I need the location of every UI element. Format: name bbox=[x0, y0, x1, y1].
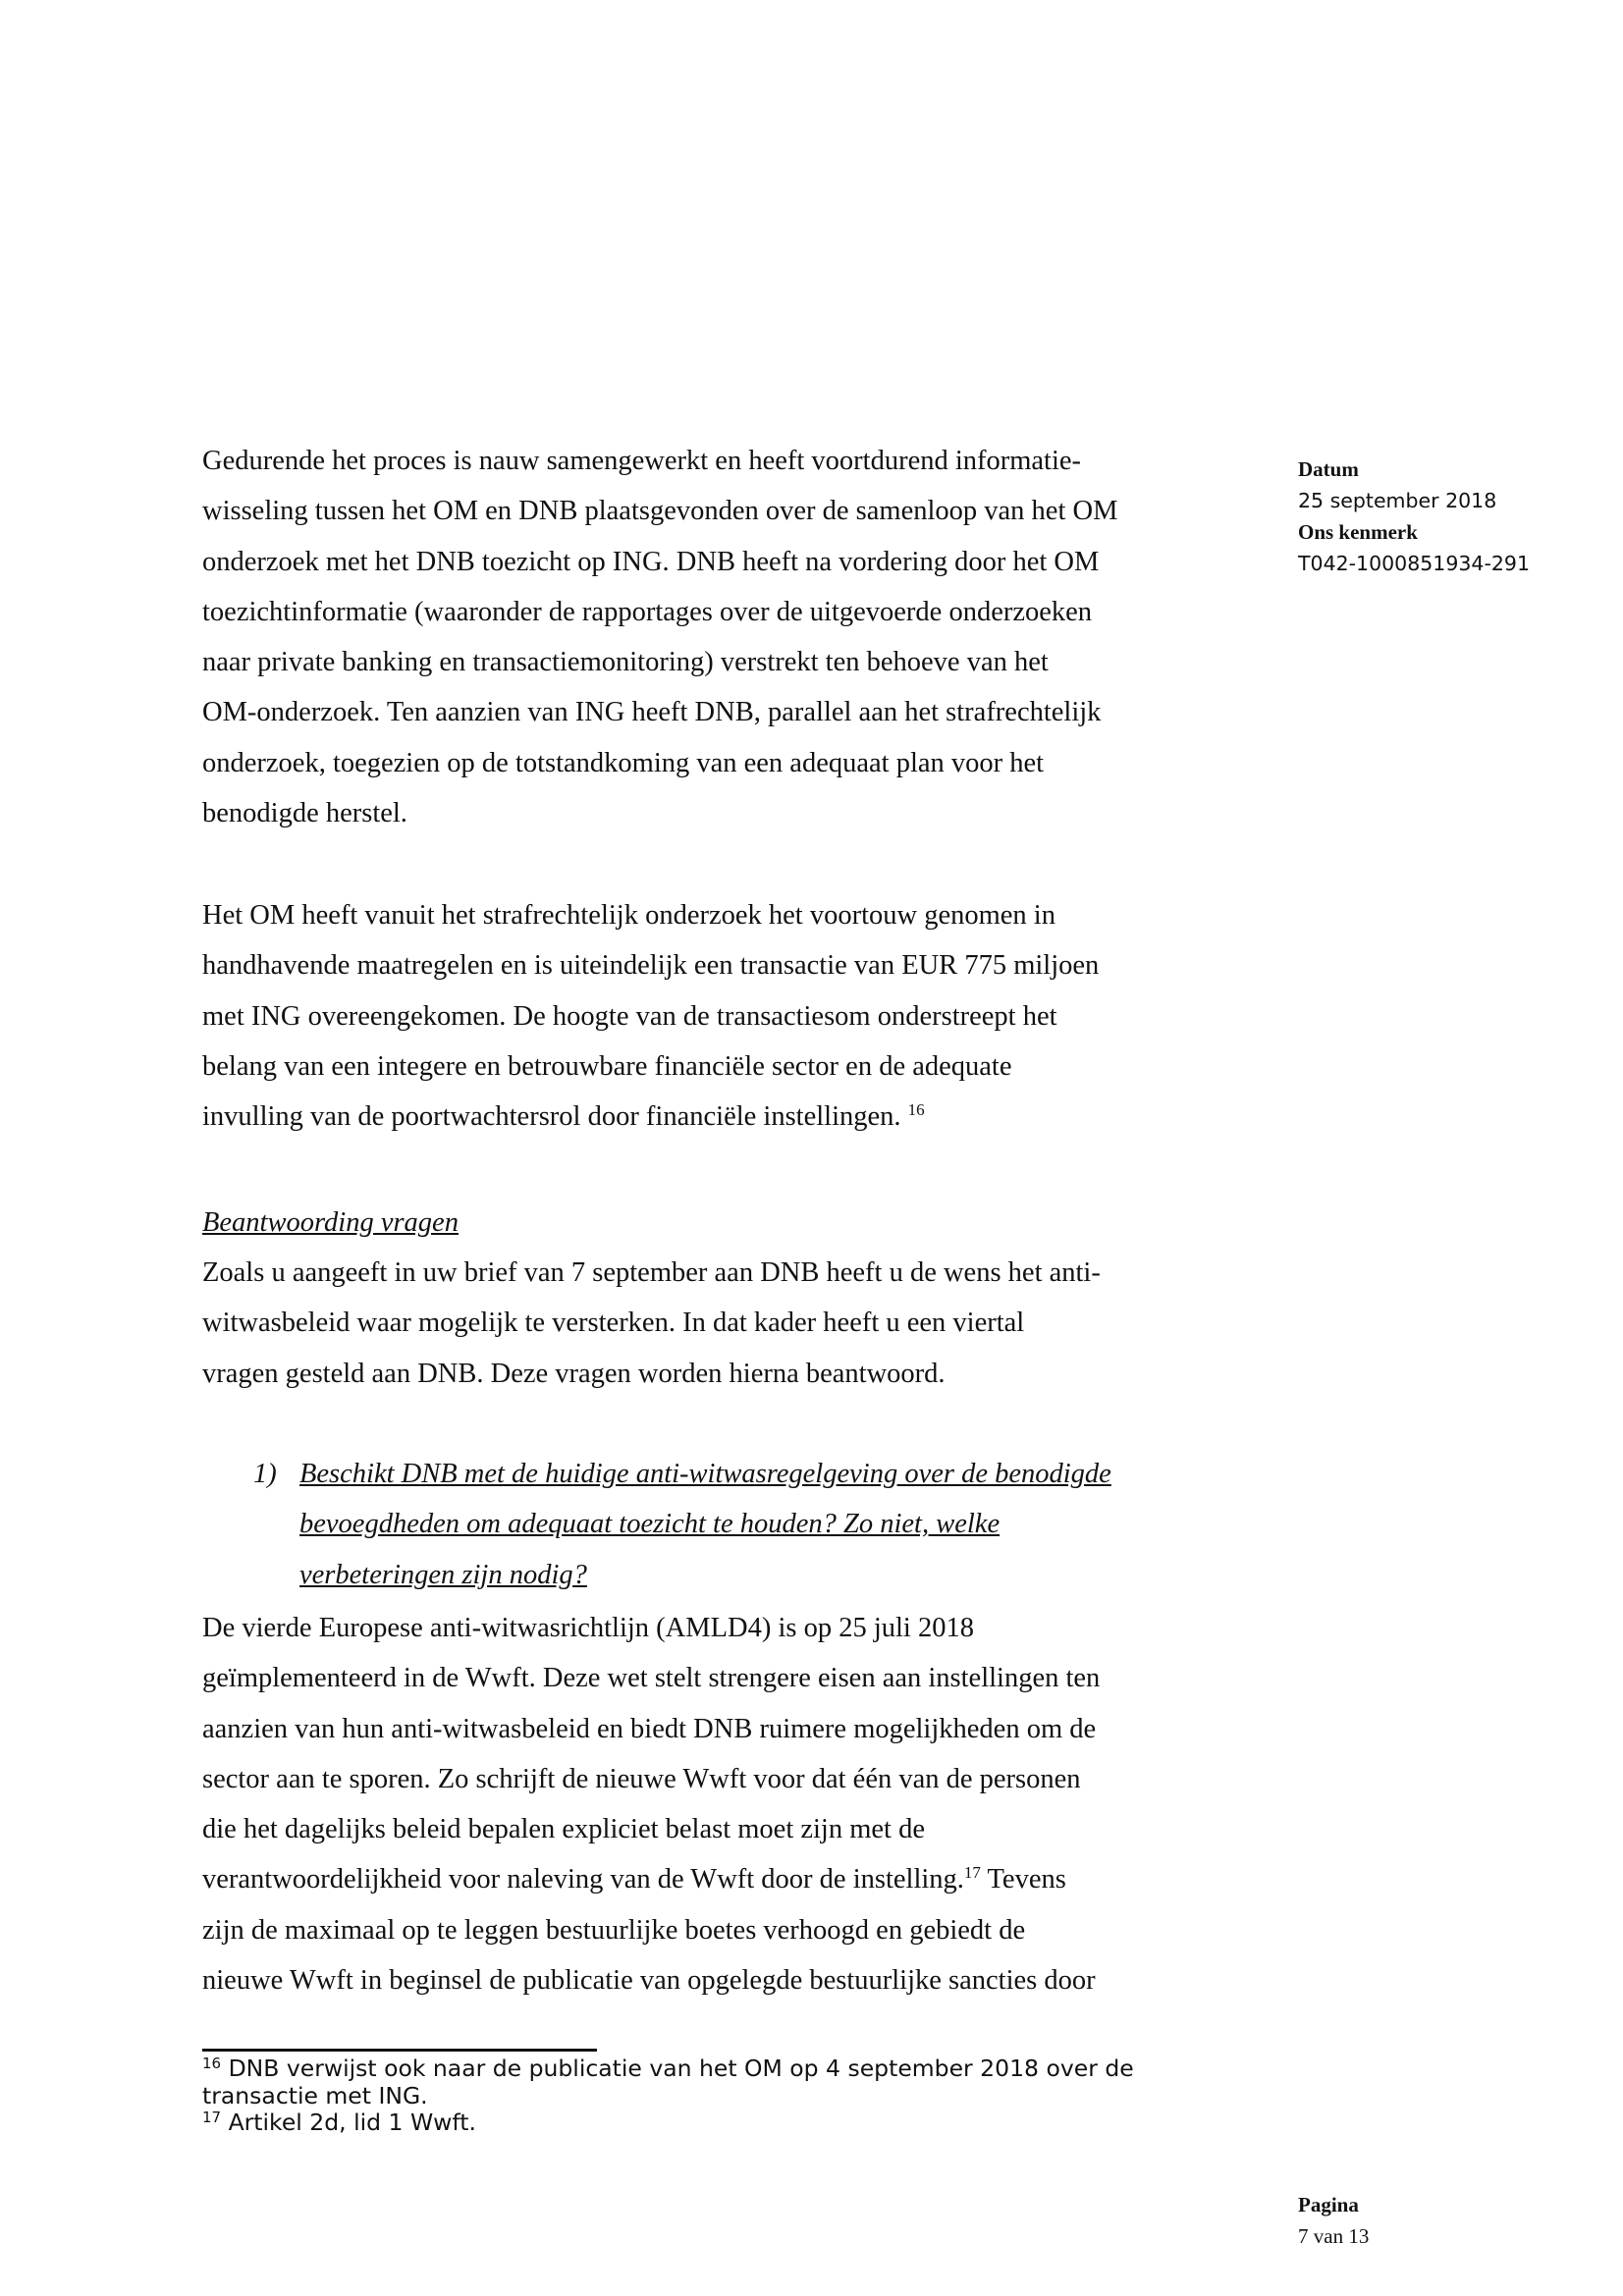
footnote-separator bbox=[202, 2049, 597, 2052]
reference-label: Ons kenmerk bbox=[1298, 520, 1418, 544]
text-fragment: invulling van de poortwachtersrol door financiële instellingen. bbox=[202, 1101, 901, 1133]
text-line: onderzoek, toegezien op de totstandkoming van een adequaat plan voor het bbox=[202, 747, 1045, 778]
text-line: belang van een integere en betrouwbare financiële sector en de adequate bbox=[202, 1050, 1012, 1082]
section-heading: Beantwoording vragen bbox=[202, 1207, 459, 1238]
text-line: bevoegdheden om adequaat toezicht te houden? Zo niet, welke bbox=[299, 1509, 1001, 1540]
text-fragment: verantwoordelijkheid voor naleving van de Wwft door de instelling. bbox=[202, 1864, 964, 1896]
text-line: benodigde herstel. bbox=[202, 798, 407, 829]
footnote-16 bbox=[202, 2056, 1134, 2083]
paragraph-settlement bbox=[202, 890, 1099, 1142]
text-line: handhavende maatregelen en is uiteindelijk een transactie van EUR 775 miljoen bbox=[202, 950, 1100, 982]
text-line bbox=[202, 1854, 1100, 1904]
text-line: met ING overeengekomen. De hoogte van de transactiesom onderstreept het bbox=[202, 1000, 1057, 1032]
text-line: aanzien van hun anti-witwasbeleid en biedt DNB ruimere mogelijkheden om de bbox=[202, 1713, 1097, 1744]
document-meta bbox=[1298, 454, 1530, 579]
paragraph-amld4 bbox=[202, 1603, 1100, 2005]
footnote-number: 16 bbox=[202, 2055, 222, 2072]
footnote-text: DNB verwijst ook naar de publicatie van het OM op 4 september 2018 over de bbox=[221, 2055, 1134, 2082]
text-line: Beschikt DNB met de huidige anti-witwasregelgeving over de benodigde bbox=[299, 1459, 1111, 1489]
text-fragment: Tevens bbox=[980, 1864, 1066, 1896]
text-line: onderzoek met het DNB toezicht op ING. DNB heeft na vordering door het OM bbox=[202, 546, 1100, 577]
paragraph-process bbox=[202, 436, 1117, 838]
footnote-16-continuation: transactie met ING. bbox=[202, 2081, 428, 2109]
text-line: nieuwe Wwft in beginsel de publicatie van opgelegde bestuurlijke sancties door bbox=[202, 1965, 1096, 1997]
text-line: Gedurende het proces is nauw samengewerkt en heeft voortdurend informatie- bbox=[202, 446, 1082, 476]
text-line: die het dagelijks beleid bepalen expliciet belast moet zijn met de bbox=[202, 1814, 925, 1845]
footnote-text: Artikel 2d, lid 1 Wwft. bbox=[221, 2109, 476, 2136]
reference-value: T042-1000851934-291 bbox=[1298, 552, 1531, 575]
text-line: verbeteringen zijn nodig? bbox=[299, 1559, 587, 1590]
text-line: toezichtinformatie (waaronder de rapportages over de uitgevoerde onderzoeken bbox=[202, 596, 1093, 627]
text-line: vragen gesteld aan DNB. Deze vragen worden hierna beantwoord. bbox=[202, 1358, 946, 1389]
date-label: Datum bbox=[1298, 457, 1359, 481]
footnote-reference: 16 bbox=[907, 1100, 925, 1120]
text-line: OM-onderzoek. Ten aanzien van ING heeft DNB, parallel aan het strafrechtelijk bbox=[202, 697, 1102, 728]
paragraph-intro-questions bbox=[202, 1248, 1101, 1399]
page-label: Pagina bbox=[1298, 2193, 1359, 2216]
text-line: wisseling tussen het OM en DNB plaatsgevonden over de samenloop van het OM bbox=[202, 496, 1118, 527]
text-line bbox=[202, 1092, 1099, 1142]
page-number: 7 van 13 bbox=[1298, 2224, 1370, 2248]
text-line: sector aan te sporen. Zo schrijft de nieuwe Wwft voor dat één van de personen bbox=[202, 1763, 1081, 1794]
text-line: Zoals u aangeeft in uw brief van 7 september aan DNB heeft u de wens het anti- bbox=[202, 1257, 1101, 1288]
date-value: 25 september 2018 bbox=[1298, 489, 1497, 512]
text-line: naar private banking en transactiemonitoring) verstrekt ten behoeve van het bbox=[202, 647, 1049, 678]
text-line: zijn de maximaal op te leggen bestuurlijke boetes verhoogd en gebiedt de bbox=[202, 1914, 1026, 1946]
footnote-17 bbox=[202, 2109, 1134, 2137]
text-line: witwasbeleid waar mogelijk te versterken. In dat kader heeft u een viertal bbox=[202, 1308, 1025, 1339]
page-indicator bbox=[1298, 2189, 1369, 2252]
text-line: geïmplementeerd in de Wwft. Deze wet stelt strengere eisen aan instellingen ten bbox=[202, 1663, 1101, 1694]
footnotes bbox=[202, 2056, 1134, 2137]
footnote-number: 17 bbox=[202, 2109, 222, 2126]
text-line: Het OM heeft vanuit het strafrechtelijk onderzoek het voortouw genomen in bbox=[202, 900, 1055, 931]
footnote-reference: 17 bbox=[963, 1863, 981, 1883]
question-text bbox=[299, 1449, 1111, 1600]
text-line: De vierde Europese anti-witwasrichtlijn (AMLD4) is op 25 juli 2018 bbox=[202, 1613, 974, 1643]
question-number: 1) bbox=[253, 1459, 277, 1489]
